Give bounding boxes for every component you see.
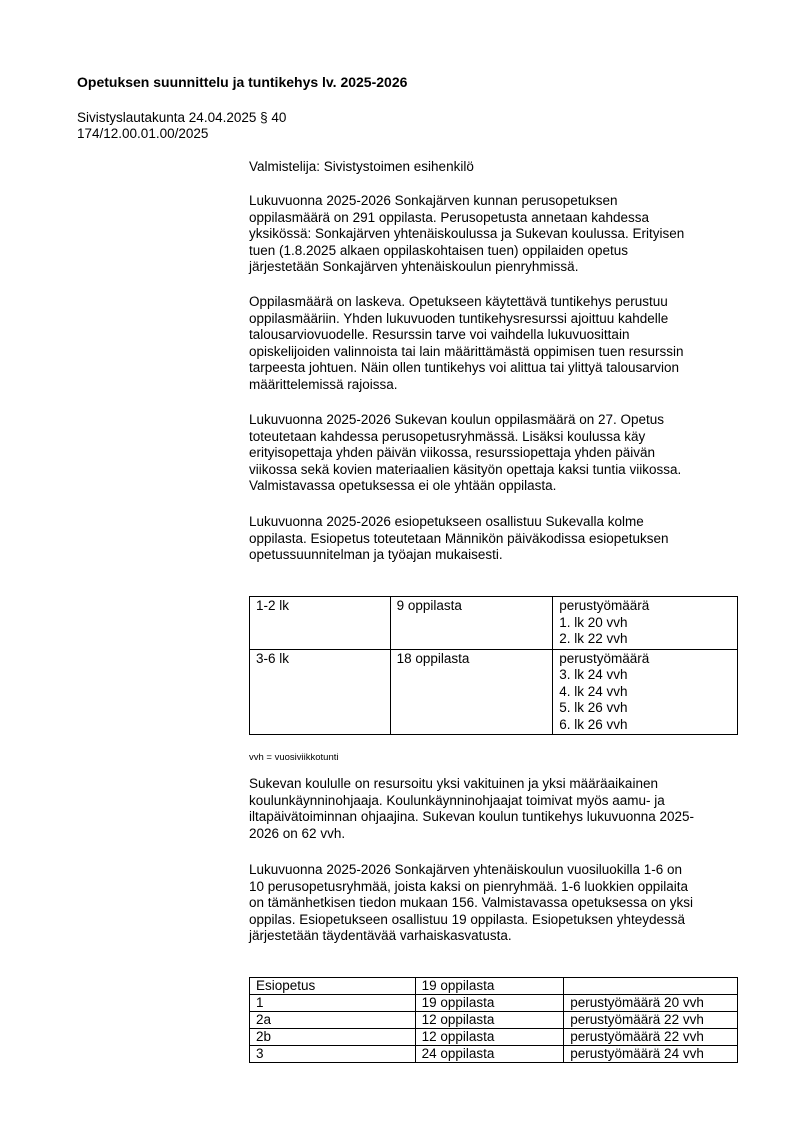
table-row	[250, 1012, 738, 1029]
text-line: Sukevan koululle on resursoitu yksi vakituinen ja yksi määräaikainen	[249, 776, 658, 791]
text-line: tarpeesta johtuen. Näin ollen tuntikehys voi alittua tai ylittyä talousarvion	[249, 360, 679, 375]
record-number: 174/12.00.01.00/2025	[77, 126, 209, 141]
text-line: opetussuunnitelman ja työajan mukaisesti.	[249, 547, 503, 562]
workload-cell	[553, 649, 738, 735]
text-line: 2026 on 62 vvh.	[249, 825, 346, 841]
text-line: koulunkäynninohjaaja. Koulunkäynninohjaajat toimivat myös aamu- ja	[249, 792, 665, 808]
paragraph-2	[249, 294, 739, 393]
paragraph-6	[249, 862, 739, 945]
paragraph-3	[249, 412, 739, 495]
text-line: Valmistavassa opetuksessa ei ole yhtään oppilasta.	[249, 478, 557, 493]
workload-line: 5. lk 26 vvh	[559, 700, 628, 715]
text-line: Lukuvuonna 2025-2026 Sonkajärven kunnan perusopetuksen	[249, 193, 618, 208]
text-line: 10 perusopetusryhmää, joista kaksi on pienryhmää. 1-6 luokkien oppilaita	[249, 878, 689, 894]
students-cell: 19 oppilasta	[415, 995, 564, 1012]
text-line: järjestetään täydentävää varhaiskasvatusta.	[249, 928, 512, 943]
text-line: on tämänhetkisen tiedon mukaan 156. Valmistavassa opetuksessa on yksi	[249, 895, 694, 910]
workload-cell: perustyömäärä 22 vvh	[564, 1012, 738, 1029]
students-cell: 12 oppilasta	[415, 1029, 564, 1046]
text-line: oppilasta. Esiopetus toteutetaan Männikön päiväkodissa esiopetuksen	[249, 530, 669, 546]
workload-cell: perustyömäärä 24 vvh	[564, 1046, 738, 1063]
text-line: Oppilasmäärä on laskeva. Opetukseen käytettävä tuntikehys perustuu	[249, 294, 668, 309]
yhtenaiskoulu-groups-table	[249, 977, 738, 1063]
text-line: Lukuvuonna 2025-2026 Sukevan koulun oppilasmäärä on 27. Opetus	[249, 412, 665, 427]
meeting-meta	[77, 110, 286, 142]
text-line: Lukuvuonna 2025-2026 Sonkajärven yhtenäiskoulun vuosiluokilla 1-6 on	[249, 862, 683, 877]
workload-line: perustyömäärä	[559, 598, 650, 613]
students-cell: 12 oppilasta	[415, 1012, 564, 1029]
document-title: Opetuksen suunnittelu ja tuntikehys lv. 2025-2026	[77, 74, 408, 90]
table-row	[250, 1029, 738, 1046]
text-line: talousarviovuodelle. Resurssin tarve voi vaihdella lukuvuosittain	[249, 327, 630, 342]
students-cell: 18 oppilasta	[390, 649, 553, 735]
meeting-reference: Sivistyslautakunta 24.04.2025 § 40	[77, 110, 287, 125]
group-cell: 1	[250, 995, 416, 1012]
paragraph-5	[249, 776, 739, 842]
table-row	[250, 597, 738, 650]
text-line: toteutetaan kahdessa perusopetusryhmässä. Lisäksi koulussa käy	[249, 428, 646, 444]
text-line: viikossa sekä kovien materiaalien käsityön opettaja kaksi tuntia viikossa.	[249, 461, 682, 477]
sukeva-grades-table	[249, 596, 738, 735]
workload-cell	[564, 978, 738, 995]
text-line: iltapäivätoiminnan ohjaajina. Sukevan koulun tuntikehys lukuvuonna 2025-	[249, 809, 695, 824]
table-row	[250, 995, 738, 1012]
text-line: erityisopettaja yhden päivän viikossa, resurssiopettaja yhden päivän	[249, 445, 655, 460]
table-row	[250, 978, 738, 995]
workload-line: 4. lk 24 vvh	[559, 683, 628, 699]
text-line: järjestetään Sonkajärven yhtenäiskoulun pienryhmissä.	[249, 259, 579, 274]
table-row	[250, 649, 738, 735]
grade-cell: 3-6 lk	[250, 649, 391, 735]
students-cell: 19 oppilasta	[415, 978, 564, 995]
grade-cell: 1-2 lk	[250, 597, 391, 650]
text-line: oppilasmääriin. Yhden lukuvuoden tuntikehysresurssi ajoittuu kahdelle	[249, 310, 669, 326]
workload-line: 6. lk 26 vvh	[559, 716, 628, 732]
group-cell: 2a	[250, 1012, 416, 1029]
text-line: yksikössä: Sonkajärven yhtenäiskoulussa ja Sukevan koulussa. Erityisen	[249, 226, 685, 241]
workload-line: 2. lk 22 vvh	[559, 631, 628, 646]
text-line: Lukuvuonna 2025-2026 esiopetukseen osallistuu Sukevalla kolme	[249, 514, 644, 529]
text-line: oppilasmäärä on 291 oppilasta. Perusopetusta annetaan kahdessa	[249, 209, 650, 225]
group-cell: 3	[250, 1046, 416, 1063]
workload-cell	[553, 597, 738, 650]
workload-cell: perustyömäärä 20 vvh	[564, 995, 738, 1012]
text-line: oppilas. Esiopetukseen osallistuu 19 oppilasta. Esiopetuksen yhteydessä	[249, 911, 686, 927]
students-cell: 24 oppilasta	[415, 1046, 564, 1063]
group-cell: Esiopetus	[250, 978, 416, 995]
text-line: opiskelijoiden valinnoista tai lain määrittämästä oppimisen tuen resurssin	[249, 343, 684, 359]
students-cell: 9 oppilasta	[390, 597, 553, 650]
workload-line: 3. lk 24 vvh	[559, 667, 628, 682]
workload-line: 1. lk 20 vvh	[559, 614, 628, 630]
group-cell: 2b	[250, 1029, 416, 1046]
preparer-line: Valmistelija: Sivistystoimen esihenkilö	[249, 159, 474, 174]
text-line: määrittelemissä rajoissa.	[249, 376, 398, 392]
paragraph-4	[249, 514, 739, 564]
workload-line: perustyömäärä	[559, 650, 650, 666]
workload-cell: perustyömäärä 22 vvh	[564, 1029, 738, 1046]
abbreviation-note: vvh = vuosiviikkotunti	[249, 752, 339, 763]
text-line: tuen (1.8.2025 alkaen oppilaskohtaisen tuen) oppilaiden opetus	[249, 242, 629, 258]
table-row	[250, 1046, 738, 1063]
paragraph-1	[249, 193, 739, 276]
